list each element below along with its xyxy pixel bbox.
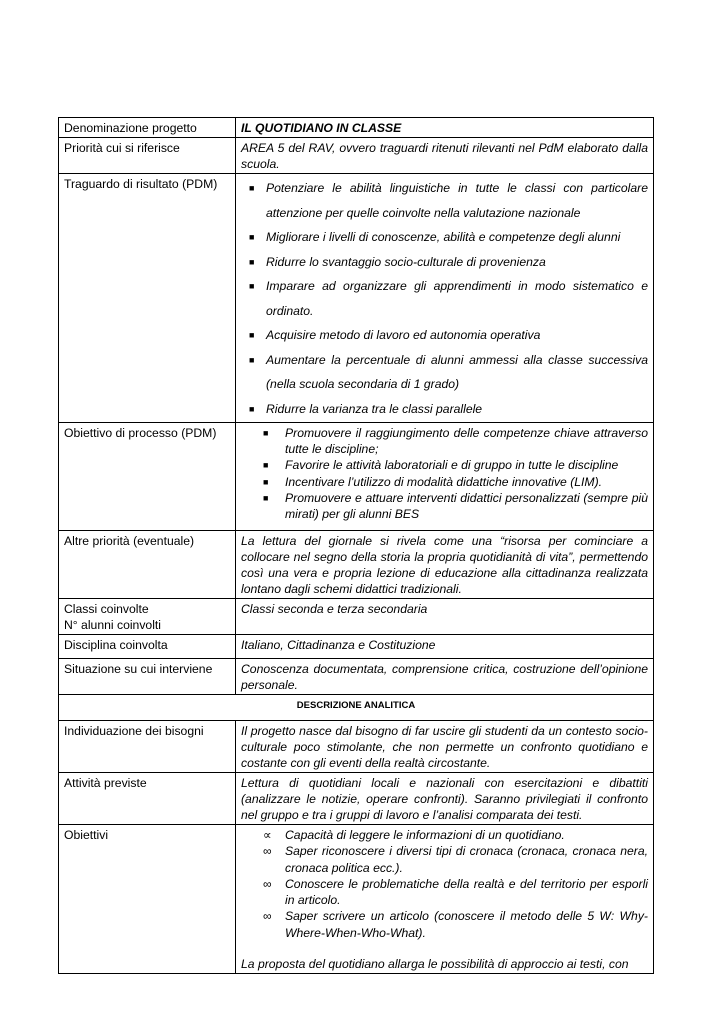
- square-bullet-icon: ■: [249, 403, 255, 414]
- project-title: IL QUOTIDIANO IN CLASSE: [236, 118, 654, 138]
- row-value: [236, 174, 654, 423]
- square-bullet-icon: ■: [263, 476, 269, 487]
- row-label: Traguardo di risultato (PDM): [59, 174, 236, 423]
- row-value: Italiano, Cittadinanza e Costituzione: [236, 635, 654, 659]
- table-row: [59, 599, 654, 635]
- list-item: ■ Ridurre la varianza tra le classi parallele: [241, 397, 648, 422]
- section-heading: DESCRIZIONE ANALITICA: [59, 695, 654, 721]
- list-item: ■ Migliorare i livelli di conoscenze, abilità e competenze degli alunni: [241, 225, 648, 250]
- list-item: ■ Favorire le attività laboratoriali e di gruppo in tutte le discipline: [263, 458, 619, 473]
- square-bullet-icon: ■: [263, 428, 269, 438]
- label-classes: Classi coinvolte: [64, 602, 149, 616]
- row-label: Altre priorità (eventuale): [59, 531, 236, 599]
- square-bullet-icon: ■: [249, 330, 255, 340]
- row-value: AREA 5 del RAV, ovvero traguardi ritenuti rilevanti nel PdM elaborato dalla scuola.: [236, 138, 654, 174]
- row-label: Priorità cui si riferisce: [59, 138, 236, 174]
- row-label: Individuazione dei bisogni: [59, 721, 236, 773]
- list-item: ■ Incentivare l’utilizzo di modalità didattiche innovative (LIM).: [263, 474, 603, 489]
- objectives-closing-text: La proposta del quotidiano allarga le possibilità di approccio ai testi, con: [241, 957, 629, 972]
- proportional-bullet-icon: ∝: [263, 828, 272, 842]
- row-value: Conoscenza documentata, comprensione critica, costruzione dell’opinione personale.: [236, 659, 654, 695]
- row-value: Lettura di quotidiani locali e nazionali con esercitazioni e dibattiti (analizzare le notizie, operare confronti). Saranno privilegiati il confronto nel gruppo e tra i gruppi di lavoro e l’analisi comparata dei testi.: [236, 773, 654, 825]
- list-item: ■ Imparare ad organizzare gli apprendimenti in modo sistematico e ordinato.: [241, 274, 648, 323]
- row-label: [59, 599, 236, 635]
- label-students: N° alunni coinvolti: [64, 618, 162, 632]
- table-row: [59, 423, 654, 531]
- goal-list: [241, 176, 648, 421]
- list-item: ■ Acquisire metodo di lavoro ed autonomia operativa: [241, 323, 648, 348]
- list-item: ■ Ridurre lo svantaggio socio-culturale di provenienza: [241, 250, 648, 275]
- table-row: [59, 659, 654, 695]
- square-bullet-icon: ■: [249, 281, 255, 291]
- list-item: ∞ Conoscere le problematiche della realtà e del territorio per esporli in articolo.: [263, 876, 648, 908]
- square-bullet-icon: ■: [249, 354, 255, 365]
- row-value: Il progetto nasce dal bisogno di far uscire gli studenti da un contesto socio-culturale poco stimolante, che non permette un confronto quotidiano e costante con gli eventi della realtà circostante.: [236, 721, 654, 773]
- infinity-bullet-icon: ∞: [263, 844, 272, 859]
- table-row: [59, 825, 654, 974]
- list-item: ∝ Capacità di leggere le informazioni di un quotidiano.: [263, 828, 565, 842]
- list-item: ■ Aumentare la percentuale di alunni ammessi alla classe successiva (nella scuola secondaria di 1 grado): [241, 348, 648, 397]
- square-bullet-icon: ■: [263, 492, 269, 503]
- table-row: [59, 531, 654, 599]
- row-value: [236, 423, 654, 531]
- table-row: [59, 773, 654, 825]
- row-label: Disciplina coinvolta: [59, 635, 236, 659]
- row-label: Attività previste: [59, 773, 236, 825]
- section-row: [59, 695, 654, 721]
- list-item: ∞ Saper riconoscere i diversi tipi di cronaca (cronaca, cronaca nera, cronaca politica ecc.).: [263, 844, 648, 875]
- row-value: Classi seconda e terza secondaria: [236, 599, 654, 635]
- square-bullet-icon: ■: [249, 183, 255, 193]
- process-list: [241, 425, 648, 522]
- project-table: [58, 117, 654, 974]
- table-row: [59, 174, 654, 423]
- list-item: ■ Potenziare le abilità linguistiche in tutte le classi con particolare attenzione per quelle coinvolte nella valutazione nazionale: [241, 176, 648, 225]
- table-row: [59, 635, 654, 659]
- row-label: Situazione su cui interviene: [59, 659, 236, 695]
- list-item: ∞ Saper scrivere un articolo (conoscere il metodo delle 5 W: Why-Where-When-Who-What).: [263, 909, 648, 940]
- row-value: La lettura del giornale si rivela come una “risorsa per cominciare a collocare nel segno della storia la propria quotidianità di vita”, permettendo così una vera e propria lezione di educazione alla cittadinanza realizzata lontano dagli schemi didattici tradizionali.: [236, 531, 654, 599]
- list-item: ■ Promuovere e attuare interventi didattici personalizzati (sempre più mirati) per gli alunni BES: [263, 490, 648, 522]
- table-row: [59, 721, 654, 773]
- square-bullet-icon: ■: [249, 232, 255, 242]
- table-row: [59, 118, 654, 138]
- row-value: [236, 825, 654, 974]
- infinity-bullet-icon: ∞: [263, 909, 272, 924]
- square-bullet-icon: ■: [263, 460, 269, 471]
- row-label: Obiettivi: [59, 825, 236, 974]
- objectives-list: [241, 827, 648, 941]
- infinity-bullet-icon: ∞: [263, 876, 272, 891]
- row-label: Denominazione progetto: [59, 118, 236, 138]
- row-label: Obiettivo di processo (PDM): [59, 423, 236, 531]
- square-bullet-icon: ■: [249, 256, 255, 267]
- table-row: [59, 138, 654, 174]
- list-item: ■ Promuovere il raggiungimento delle competenze chiave attraverso tutte le discipline;: [263, 426, 648, 457]
